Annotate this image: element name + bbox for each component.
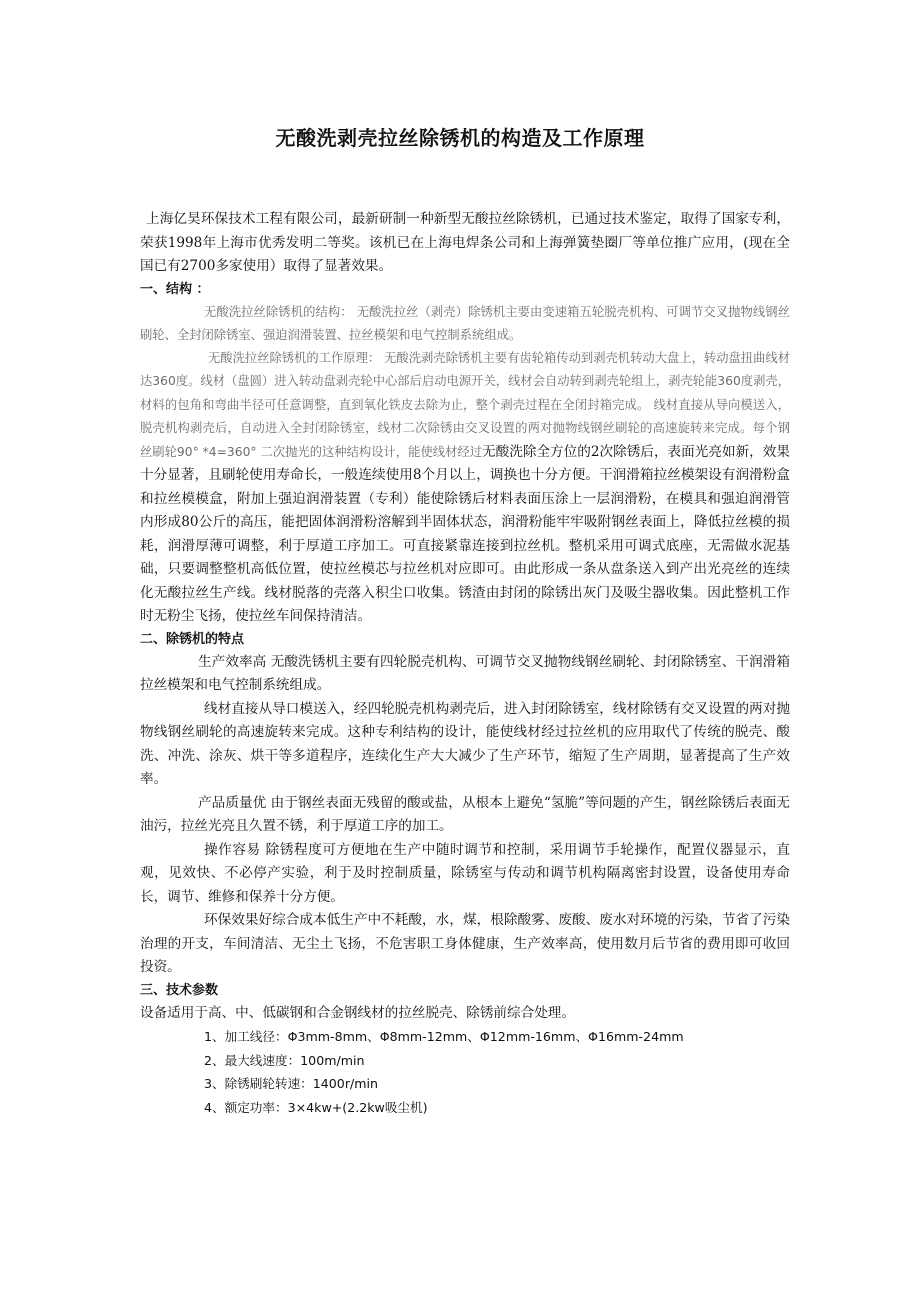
param-item: 4、额定功率：3×4kw+(2.2kw吸尘机) [204, 1099, 428, 1115]
intro-paragraph: 上海亿昊环保技术工程有限公司，最新研制一种新型无酸拉丝除锈机，已通过技术鉴定，取得了国家专利，荣获1998年上海市优秀发明二等奖。该机已在上海电焊条公司和上海弹簧垫圈厂等单位推广应用，(现在全国已有2700多家使用）取得了显著效果。 [140, 211, 790, 274]
features-paragraph-3: 产品质量优 由于钢丝表面无残留的酸或盐，从根本上避免“氢脆”等问题的产生，钢丝除锈后表面无油污，拉丝光亮且久置不锈，利于厚道工序的加工。 [140, 794, 790, 834]
section-heading-structure: 一、结构 ： [140, 281, 210, 297]
section-heading-features: 二、除锈机的特点 [140, 631, 245, 647]
features-paragraph-1: 生产效率高 无酸洗锈机主要有四轮脱壳机构、可调节交叉抛物线钢丝刷轮、封闭除锈室、干润滑箱拉丝模架和电气控制系统组成。 [140, 653, 790, 693]
param-item: 1、加工线径：Φ3mm-8mm、Φ8mm-12mm、Φ12mm-16mm、Φ16mm-24mm [204, 1029, 684, 1044]
document-body [140, 208, 790, 1119]
section-heading-params: 三、技术参数 [140, 982, 219, 998]
param-item: 2、最大线速度：100m/min [204, 1052, 365, 1068]
features-paragraph-2: 线材直接从导口模送入，经四轮脱壳机构剥壳后，进入封闭除锈室，线材除锈有交叉设置的两对抛物线钢丝刷轮的高速旋转来完成。这种专利结构的设计，能使线材经过拉丝机的应用取代了传统的脱壳、酸洗、冲洗、涂灰、烘干等多道程序，连续化生产大大减少了生产环节，缩短了生产周期，显著提高了生产效率。 [140, 700, 790, 787]
params-intro: 设备适用于高、中、低碳钢和合金钢线材的拉丝脱壳、除锈前综合处理。 [140, 1004, 575, 1021]
document-title: 无酸洗剥壳拉丝除锈机的构造及工作原理 [275, 126, 645, 150]
features-paragraph-5: 环保效果好综合成本低生产中不耗酸，水，煤，根除酸雾、废酸、废水对环境的污染，节省了污染治理的开支，车间清洁、无尘土飞扬，不危害职工身体健康，生产效率高，使用数月后节省的费用即可收回投资。 [140, 912, 790, 975]
param-item: 3、除锈刷轮转速：1400r/min [204, 1076, 378, 1091]
features-paragraph-4: 操作容易 除锈程度可方便地在生产中随时调节和控制，采用调节手轮操作，配置仪器显示，直观，见效快、不必停产实验，利于及时控制质量，除锈室与传动和调节机构隔离密封设置，设备使用寿命长，调节、维修和保养十分方便。 [140, 841, 790, 905]
structure-paragraph-2-gray: 无酸洗拉丝除锈机的工作原理： 无酸洗剥壳除锈机主要有齿轮箱传动到剥壳机转动大盘上，转动盘扭曲线材达360度。线材（盘圆）进入转动盘剥壳轮中心部后启动电源开关，线材会自动转到剥壳轮组上，剥壳轮能360度剥壳，材料的包角和弯曲半径可任意调整，直到氧化铁皮去除为止，整个剥壳过程在全闭封箱完成。 线材直接从导向模送入，脱壳机构剥壳后，自动进入全封闭除锈室，线材二次除锈由交叉设置的两对抛物线钢丝刷轮的高速旋转来完成。每个钢丝刷轮90° *4=360° 二次抛光的这种结构设计，能使线材经过 [140, 350, 790, 459]
structure-paragraph-2-black: 无酸洗除全方位的2次除锈后，表面光亮如新，效果十分显著，且刷轮使用寿命长，一般连续使用8个月以上，调换也十分方便。干润滑箱拉丝模架设有润滑粉盒和拉丝模模盒，附加上强迫润滑装置（专利）能使除锈后材料表面压涂上一层润滑粉，在模具和强迫润滑管内形成80公斤的高压，能把固体润滑粉溶解到半固体状态，润滑粉能牢牢吸附钢丝表面上，降低拉丝模的损耗，润滑厚薄可调整，利于厚道工序加工。可直接紧靠连接到拉丝机。整机采用可调式底座，无需做水泥基础，只要调整整机高低位置，使拉丝模芯与拉丝机对应即可。由此形成一条从盘条送入到产出光亮丝的连续化无酸拉丝生产线。线材脱落的壳落入积尘口收集。锈渣由封闭的除锈出灰门及吸尘器收集。因此整机工作时无粉尘飞扬，使拉丝车间保持清洁。 [140, 443, 790, 624]
structure-paragraph-2 [140, 347, 790, 629]
structure-paragraph-1: 无酸洗拉丝除锈机的结构： 无酸洗拉丝（剥壳）除锈机主要由变速箱五轮脱壳机构、可调节交叉抛物线钢丝刷轮、全封闭除锈室、强迫润滑装置、拉丝模架和电气控制系统组成。 [140, 304, 790, 342]
